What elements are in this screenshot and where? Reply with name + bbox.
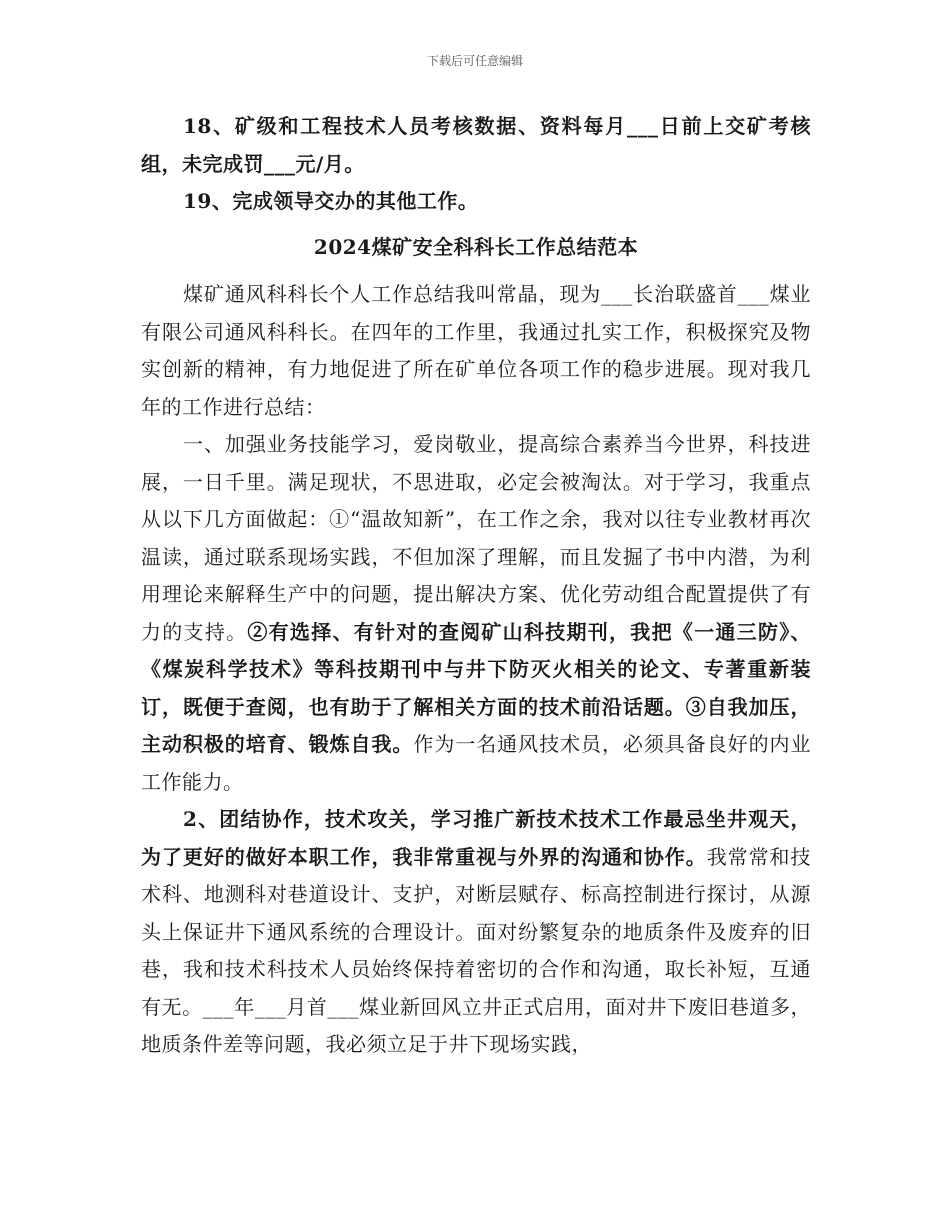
document-body (141, 108, 811, 1064)
intro-paragraph: 煤矿通风科科长个人工作总结我叫常晶，现为___长治联盛首___煤业有限公司通风科科长。在四年的工作里，我通过扎实工作，积极探究及物实创新的精神，有力地促进了所在矿单位各项工作的稳步进展。现对我几年的工作进行总结： (141, 282, 811, 419)
section-1-tail-text: 作为一名通风技术员，必须具备良好的内业工作能力。 (141, 732, 812, 794)
page-header: 下载后可任意编辑 (426, 54, 523, 68)
section-1-paragraph (141, 426, 811, 801)
section-2-paragraph (141, 801, 811, 1064)
section-1-normal-text: 一、加强业务技能学习，爱岗敬业，提高综合素养当今世界，科技进展，一日千里。满足现状，不思进取，必定会被淘汰。对于学习，我重点从以下几方面做起：①“温故知新”，在工作之余，我对以往专业教材再次温读，通过联系现场实践，不但加深了理解，而且发掘了书中内潜，为利用理论来解释生产中的问题，提出解决方案、优化劳动组合配置提供了有力的支持。 (141, 432, 811, 644)
document-title: 2024煤矿安全科科长工作总结范本 (313, 234, 639, 259)
section-2-normal-text: 我常常和技术科、地测科对巷道设计、支护，对断层赋存、标高控制进行探讨，从源头上保证井下通风系统的合理设计。面对纷繁复杂的地质条件及废弃的旧巷，我和技术科技术人员始终保持着密切的合作和沟通，取长补短，互通有无。___年___月首___煤业新回风立井正式启用，面对井下废旧巷道多，地质条件差等问题，我必须立足于井下现场实践， (141, 844, 812, 1056)
item-19-paragraph: 19、完成领导交办的其他工作。 (183, 189, 479, 213)
section-1-bold-text: ②有选择、有针对的查阅矿山科技期刊，我把《一通三防》、《煤炭科学技术》等科技期刊中与井下防灭火相关的论文、专著重新装订，既便于查阅，也有助于了解相关方面的技术前沿话题。③自我加压，主动积极的培育、锻炼自我。 (141, 619, 812, 756)
item-18-paragraph: 18、矿级和工程技术人员考核数据、资料每月___日前上交矿考核组，未完成罚___元/月。 (141, 114, 811, 176)
section-2-bold-text: 2、团结协作，技术攻关，学习推广新技术技术工作最忌坐井观天，为了更好的做好本职工作，我非常重视与外界的沟通和协作。 (141, 807, 811, 869)
